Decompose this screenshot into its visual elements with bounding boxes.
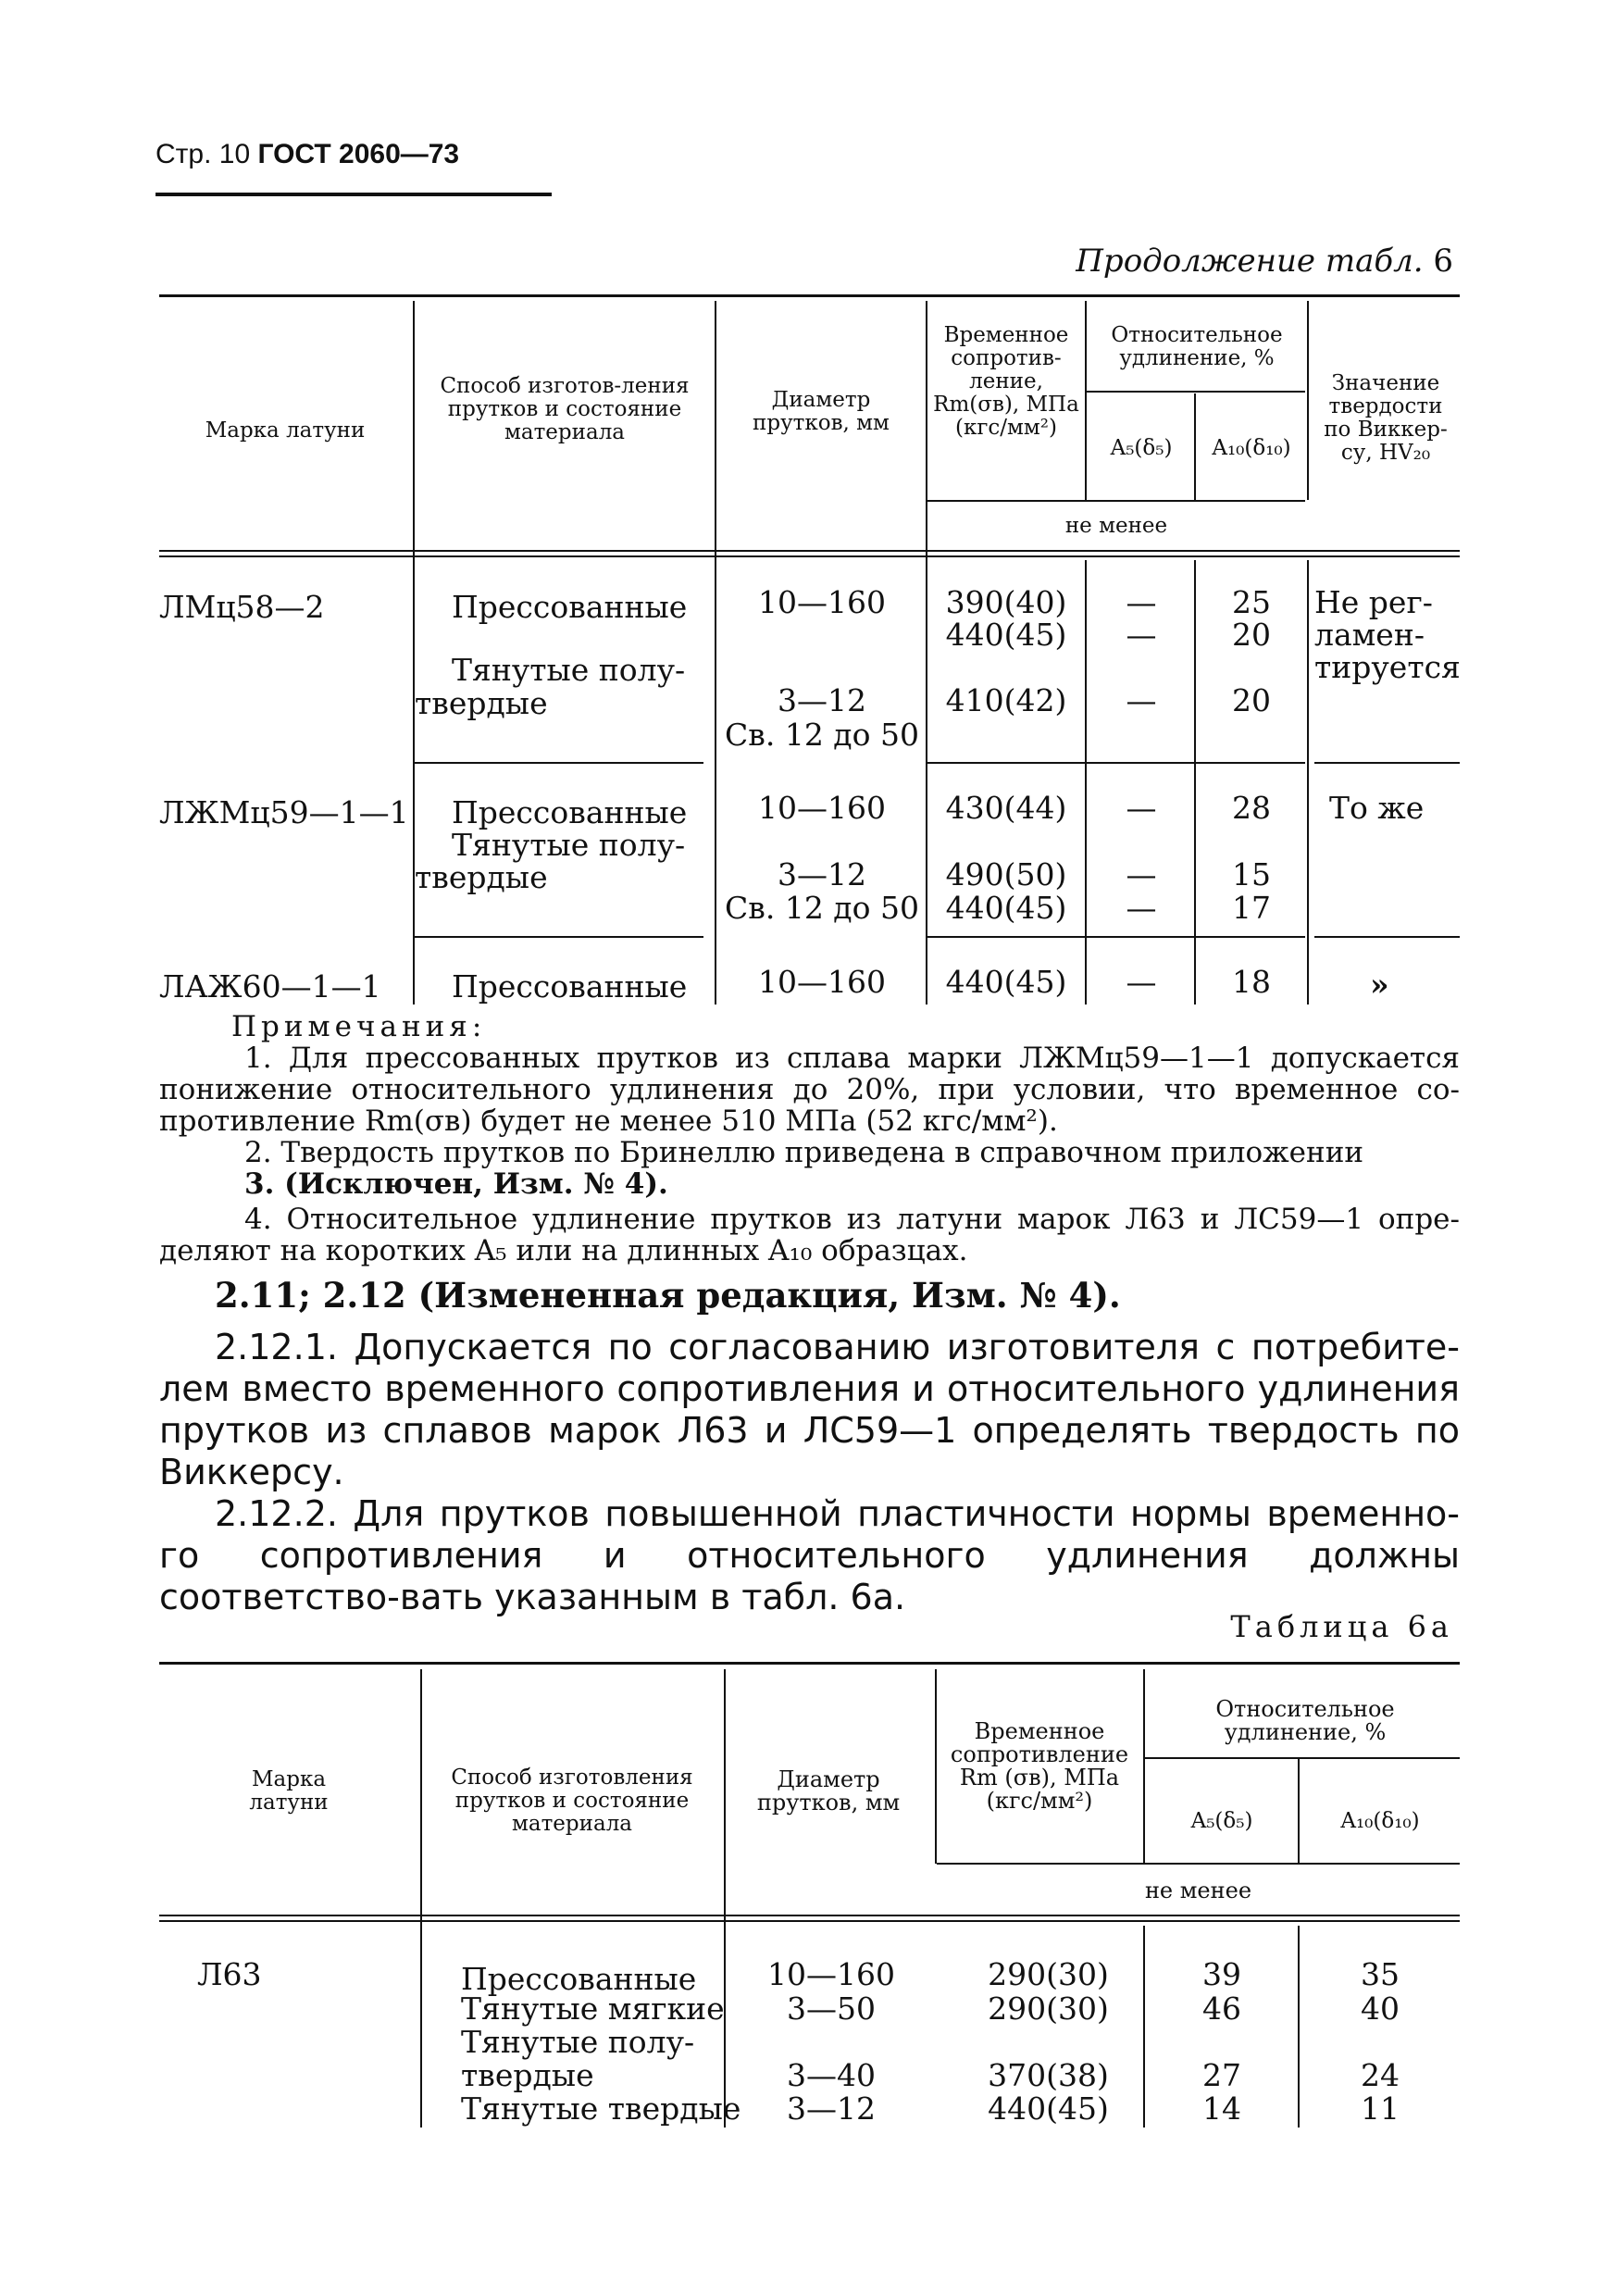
paragraph-2-12-1: 2.12.1. Допускается по согласованию изготовителя с потребите-лем вместо временного сопротивления и относительного удлинения прутков из сплавов марок Л63 и ЛС59—1 определять твердость по Виккерсу. xyxy=(159,1327,1460,1492)
table6a-header-diameter: Диаметр прутков, мм xyxy=(756,1766,901,1816)
table6a-top-rule xyxy=(159,1662,1460,1665)
table6a-title: Таблица 6а xyxy=(1230,1609,1453,1644)
table6-col-rule-6a xyxy=(1307,301,1309,500)
note-4: 4. Относительное удлинение прутков из латуни марок Л63 и ЛС59—1 опре-деляют на коротких A₅ или на длинных A₁₀ образцах. xyxy=(159,1203,1460,1267)
table6a-min-rule xyxy=(937,1863,1460,1865)
table6-group-rule-2b xyxy=(927,936,1305,938)
table6-col-rule-6b xyxy=(1307,560,1309,1004)
table6a-header-min: не менее xyxy=(1144,1878,1252,1903)
page-header xyxy=(156,139,459,170)
table6a-col-rule-2 xyxy=(724,1669,726,2128)
table6-header-rule-2 xyxy=(159,555,1460,557)
table6-header-diameter: Диаметр прутков, мм xyxy=(753,388,890,435)
table6a-col-rule-5a xyxy=(1298,1759,1300,1864)
table6a-header-grade: Марка латуни xyxy=(249,1767,329,1815)
table6a-col-rule-1 xyxy=(420,1669,422,2128)
table6-header-elongation: Относительное удлинение, % xyxy=(1111,323,1283,370)
table6-col-rule-4b xyxy=(1085,560,1087,1004)
table6a-col-rule-4b xyxy=(1143,1926,1145,2128)
table6-group-rule-2a xyxy=(415,936,703,938)
table6-col-rule-5b xyxy=(1194,560,1196,1004)
table6-elong-rule xyxy=(1087,391,1305,393)
table6a-col-rule-4a xyxy=(1143,1669,1145,1864)
table6-top-rule xyxy=(159,294,1460,297)
table6-header-rule-1 xyxy=(159,550,1460,552)
notes-title: Примечания: xyxy=(231,1010,487,1043)
table6-caption: Продолжение табл. 6 xyxy=(1076,243,1453,280)
table6-group-rule-1b xyxy=(927,762,1305,764)
note-1: 1. Для прессованных прутков из сплава марки ЛЖМц59—1—1 допускается понижение относительного удлинения до 20%, при условии, что временное со-противление Rm(σв) будет не менее 510 МПа (52 кгс/мм²). xyxy=(159,1042,1460,1138)
table6-header-min: не менее xyxy=(1064,514,1168,538)
table6-group-rule-1c xyxy=(1314,762,1460,764)
table6-header-strength: Временное сопротив-ление, Rm(σв), МПа (кгс/мм²) xyxy=(933,323,1079,440)
table6-header-hardness: Значение твердости по Виккер-су, HV₂₀ xyxy=(1324,371,1448,465)
note-2: 2. Твердость прутков по Бринеллю приведена в справочном приложении xyxy=(244,1136,1364,1169)
table6-col-rule-4a xyxy=(1085,301,1087,500)
header-rule xyxy=(156,193,552,196)
table6a-header-method: Способ изготовления прутков и состояние материала xyxy=(451,1766,693,1836)
table6-header-a10: A₁₀(δ₁₀) xyxy=(1212,436,1291,460)
table6a-header-rule-2 xyxy=(159,1920,1460,1922)
table6-header-method: Способ изготов-ления прутков и состояние материала xyxy=(440,374,690,444)
table6-group-rule-2c xyxy=(1314,936,1460,938)
table6a-col-rule-5b xyxy=(1298,1926,1300,2128)
table6-header-a5: A₅(δ₅) xyxy=(1110,436,1173,460)
table6-col-rule-1 xyxy=(413,301,415,1004)
page-number: Стр. 10 xyxy=(156,139,251,169)
table6a-header-a10: A₁₀(δ₁₀) xyxy=(1340,1809,1420,1833)
table6a-header-strength: Временное сопротивление Rm (σв), МПа (кгс/мм²) xyxy=(950,1718,1129,1814)
note-3: 3. (Исключен, Изм. № 4). xyxy=(244,1167,668,1201)
table6-col-rule-5a xyxy=(1194,393,1196,500)
table6a-header-rule-1 xyxy=(159,1915,1460,1916)
table6a-elong-rule xyxy=(1145,1757,1460,1759)
standard-number: ГОСТ 2060—73 xyxy=(257,139,460,169)
table6a-header-a5: A₅(δ₅) xyxy=(1190,1809,1253,1833)
table6-group-rule-1a xyxy=(415,762,703,764)
table6-header-grade: Марка латуни xyxy=(205,418,366,443)
paragraph-2-11: 2.11; 2.12 (Измененная редакция, Изм. № 4). xyxy=(215,1275,1121,1316)
table6-min-rule xyxy=(927,500,1305,502)
table6-col-rule-2 xyxy=(715,301,716,1004)
table6a-header-elongation: Относительное удлинение, % xyxy=(1215,1696,1395,1745)
paragraph-2-12-2: 2.12.2. Для прутков повышенной пластичности нормы временно-го сопротивления и относительного удлинения должны соответство-вать указанным в табл. 6а. xyxy=(159,1493,1460,1617)
